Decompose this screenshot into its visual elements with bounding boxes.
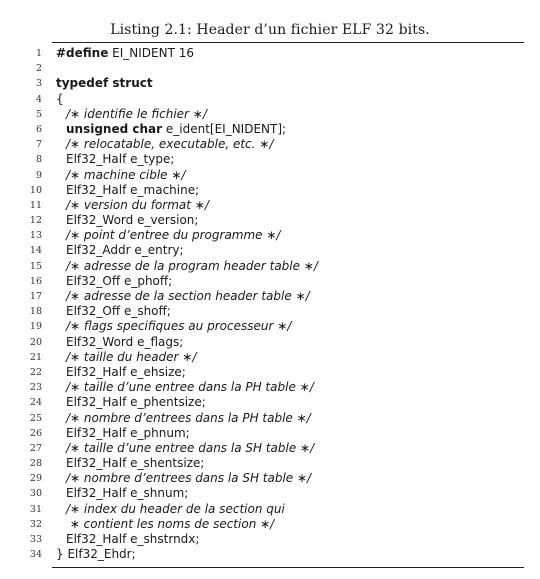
code-line (0, 76, 540, 91)
code-text (56, 46, 194, 61)
code-line (0, 365, 540, 380)
code-line (0, 380, 540, 395)
line-number: 6 (35, 123, 42, 135)
line-number: 27 (29, 442, 42, 454)
code-line (0, 532, 540, 547)
line-number: 31 (29, 503, 42, 515)
code-comment: /∗ taille d’une entree dans la PH table ∗/ (66, 380, 314, 395)
code-line (0, 243, 540, 258)
code-text (66, 289, 310, 304)
code-text (56, 76, 153, 91)
code-token: Elf32_Half e_phentsize; (66, 395, 206, 410)
code-line (0, 228, 540, 243)
code-text (56, 92, 64, 107)
code-comment: /∗ version du format ∗/ (66, 197, 209, 212)
code-line (0, 122, 540, 137)
code-text (66, 411, 311, 426)
code-comment: /∗ identifie le fichier ∗/ (66, 106, 207, 121)
code-text (66, 532, 199, 547)
code-text (66, 395, 206, 410)
code-text (66, 517, 274, 532)
line-number: 3 (35, 78, 42, 90)
code-line (0, 486, 540, 501)
code-line (0, 517, 540, 532)
line-number: 33 (29, 534, 42, 545)
code-line (0, 335, 540, 350)
code-comment: ∗ contient les noms de section ∗/ (66, 516, 275, 531)
line-number: 13 (29, 230, 42, 242)
code-text (66, 335, 183, 350)
line-number: 15 (29, 260, 42, 272)
code-comment: /∗ nombre d’entrees dans la PH table ∗/ (66, 410, 311, 425)
code-comment: /∗ point d’entree du programme ∗/ (66, 228, 281, 243)
line-number: 30 (29, 488, 42, 500)
code-comment: /∗ adresse de la section header table ∗/ (66, 289, 310, 303)
code-token: Elf32_Off e_phoff; (66, 273, 173, 288)
line-number: 1 (35, 48, 42, 59)
line-number: 32 (29, 518, 42, 530)
code-token: Elf32_Off e_shoff; (66, 304, 171, 319)
line-number: 8 (35, 154, 42, 166)
line-number: 5 (35, 108, 42, 120)
code-text (66, 365, 186, 380)
code-token: Elf32_Half e_type; (66, 152, 175, 167)
code-token: } Elf32_Ehdr; (56, 547, 136, 562)
code-text (66, 350, 196, 365)
code-line (0, 274, 540, 289)
code-line (0, 471, 540, 486)
code-token: Elf32_Word e_version; (66, 213, 199, 228)
line-number: 23 (29, 382, 42, 394)
code-line (0, 168, 540, 183)
line-number: 14 (29, 245, 42, 257)
code-line (0, 46, 540, 61)
code-comment: /∗ nombre d’entrees dans la SH table ∗/ (66, 471, 312, 486)
code-text (66, 486, 188, 501)
code-line (0, 198, 540, 213)
code-line (0, 441, 540, 456)
code-line (0, 152, 540, 167)
line-number: 11 (29, 199, 42, 211)
code-line (0, 289, 540, 304)
code-token: Elf32_Word e_flags; (66, 334, 184, 349)
code-text (66, 319, 291, 334)
line-number: 21 (29, 351, 42, 363)
code-text (66, 228, 280, 243)
code-comment: /∗ machine cible ∗/ (66, 167, 186, 182)
line-number: 19 (29, 321, 42, 333)
line-number: 9 (35, 169, 42, 181)
code-comment: /∗ taille du header ∗/ (66, 349, 197, 364)
code-text (66, 502, 285, 517)
code-line (0, 304, 540, 319)
code-text (66, 213, 198, 228)
code-text (66, 380, 314, 395)
code-text (66, 259, 318, 274)
line-number: 16 (29, 275, 42, 287)
line-number: 20 (29, 336, 42, 348)
top-rule (52, 42, 524, 43)
line-number: 25 (29, 412, 42, 424)
bottom-rule (52, 567, 524, 568)
code-line (0, 92, 540, 107)
code-text (66, 168, 185, 183)
code-comment: /∗ flags specifiques au processeur ∗/ (66, 319, 292, 334)
code-comment: /∗ index du header de la section qui (66, 501, 285, 516)
code-comment: /∗ taille d’une entree dans la SH table ∗/ (66, 440, 315, 455)
code-line (0, 61, 540, 76)
code-token: EI_NIDENT 16 (108, 46, 195, 60)
code-text (66, 137, 273, 152)
code-comment: /∗ relocatable, executable, etc. ∗/ (66, 137, 274, 152)
code-line (0, 456, 540, 471)
code-line (0, 213, 540, 228)
code-token: Elf32_Addr e_entry; (66, 243, 184, 258)
code-token: { (56, 91, 64, 106)
code-token: Elf32_Half e_shentsize; (66, 456, 205, 471)
code-text (66, 274, 172, 289)
line-number: 28 (29, 458, 42, 470)
line-number: 26 (29, 427, 42, 439)
line-number: 2 (35, 63, 42, 75)
code-text (66, 183, 199, 198)
code-text (56, 547, 136, 562)
code-text (66, 107, 207, 122)
line-number: 10 (29, 184, 42, 196)
code-token: Elf32_Half e_shstrndx; (66, 532, 200, 546)
code-token: e_ident[EI_NIDENT]; (162, 121, 287, 136)
code-line (0, 426, 540, 441)
code-line (0, 547, 540, 562)
line-number: 4 (35, 93, 42, 105)
code-token: Elf32_Half e_ehsize; (66, 364, 186, 379)
line-number: 22 (29, 366, 42, 378)
line-number: 29 (29, 473, 42, 485)
code-keyword: typedef struct (56, 76, 153, 91)
line-number: 12 (29, 215, 42, 227)
code-text (66, 304, 171, 319)
code-text (66, 122, 286, 137)
code-line (0, 411, 540, 426)
code-line (0, 502, 540, 517)
code-text (66, 426, 190, 441)
line-number: 18 (29, 306, 42, 318)
code-line (0, 350, 540, 365)
listing-caption: Listing 2.1: Header d’un fichier ELF 32 bits. (110, 22, 430, 38)
code-line (0, 395, 540, 410)
line-number: 7 (35, 139, 42, 151)
code-keyword: #define (56, 46, 109, 60)
code-text (66, 243, 184, 258)
code-comment: /∗ adresse de la program header table ∗/ (66, 258, 318, 273)
code-line (0, 183, 540, 198)
code-text (66, 152, 174, 167)
line-number: 17 (29, 291, 42, 302)
code-text (66, 471, 311, 486)
code-text (66, 456, 204, 471)
code-text (66, 198, 209, 213)
code-token: Elf32_Half e_shnum; (66, 486, 189, 501)
code-token: Elf32_Half e_machine; (66, 182, 200, 197)
code-text (66, 441, 314, 456)
code-token: Elf32_Half e_phnum; (66, 425, 190, 440)
code-listing (0, 46, 540, 562)
code-keyword: unsigned char (66, 121, 163, 136)
code-line (0, 259, 540, 274)
line-number: 34 (29, 549, 42, 561)
code-line (0, 137, 540, 152)
line-number: 24 (29, 397, 42, 409)
code-line (0, 107, 540, 122)
code-line (0, 319, 540, 334)
